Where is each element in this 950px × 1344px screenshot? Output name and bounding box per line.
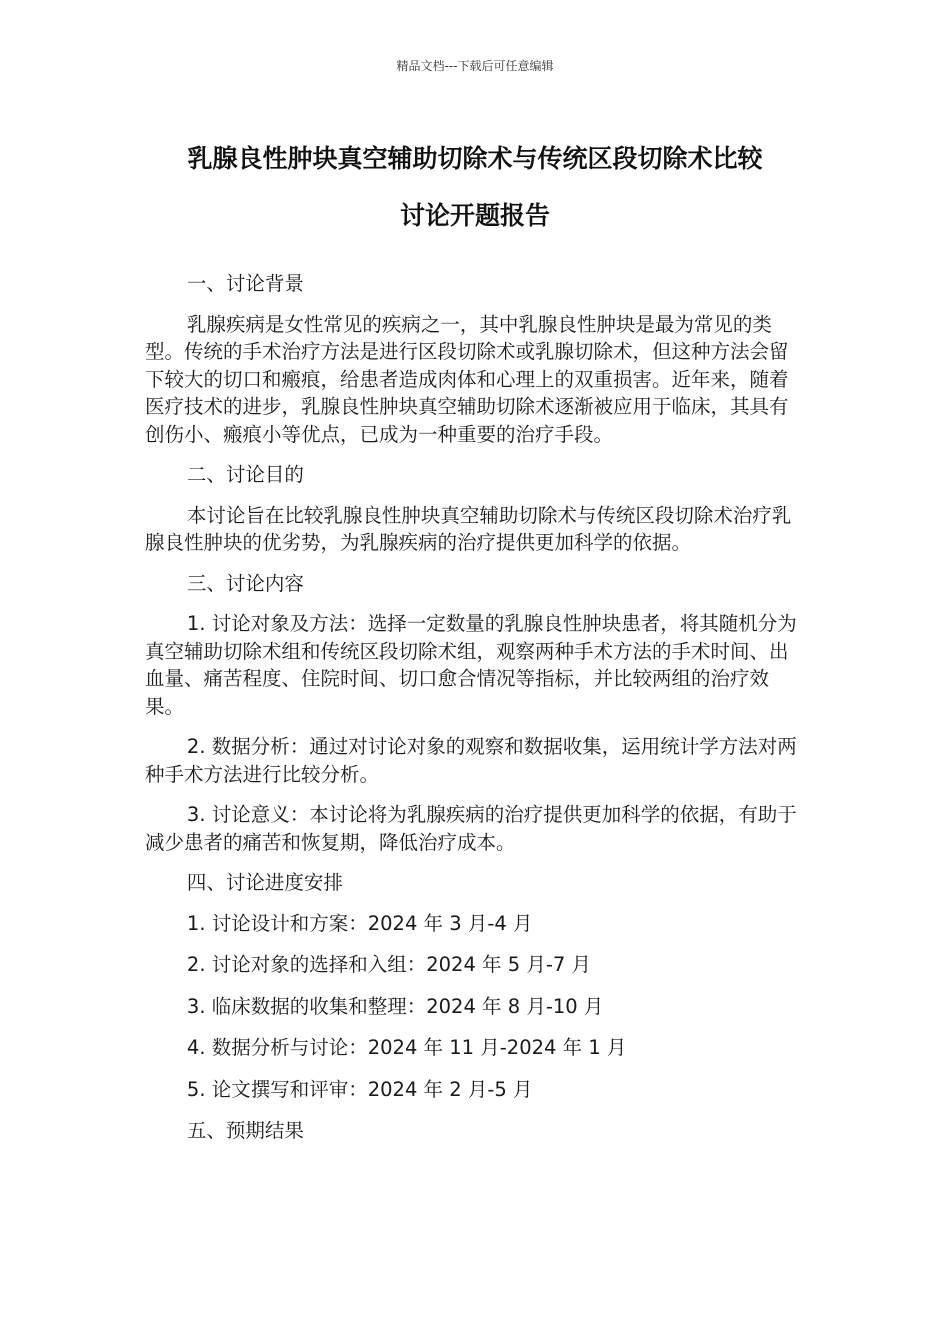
schedule-item: 4. 数据分析与讨论：2024 年 11 月-2024 年 1 月 xyxy=(186,1036,627,1059)
schedule-item: 1. 讨论设计和方案：2024 年 3 月-4 月 xyxy=(186,911,533,935)
content-item-significance: 3. 讨论意义：本讨论将为乳腺疾病的治疗提供更加科学的依据，有助于减少患者的痛苦和恢复期，降低治疗成本。 xyxy=(145,803,797,854)
schedule-item: 2. 讨论对象的选择和入组：2024 年 5 月-7 月 xyxy=(186,953,591,976)
content-item-methods: 1. 讨论对象及方法：选择一定数量的乳腺良性肿块患者，将其随机分为真空辅助切除术组和传统区段切除术组，观察两种手术方法的手术时间、出血量、痛苦程度、住院时间、切口愈合情况等指标，并比较两组的治疗效果。 xyxy=(145,612,797,718)
content-item-analysis: 2. 数据分析：通过对讨论对象的观察和数据收集，运用统计学方法对两种手术方法进行比较分析。 xyxy=(145,735,797,786)
schedule-item: 5. 论文撰写和评审：2024 年 2 月-5 月 xyxy=(186,1077,533,1101)
document-body xyxy=(145,270,801,1158)
header-note: 精品文档---下载后可任意编辑 xyxy=(396,59,554,73)
section-heading-schedule: 四、讨论进度安排 xyxy=(186,871,343,894)
section-heading-results: 五、预期结果 xyxy=(186,1119,304,1142)
purpose-paragraph: 本讨论旨在比较乳腺良性肿块真空辅助切除术与传统区段切除术治疗乳腺良性肿块的优劣势，为乳腺疾病的治疗提供更加科学的依据。 xyxy=(145,503,792,554)
section-heading-content: 三、讨论内容 xyxy=(186,571,304,595)
schedule-item: 3. 临床数据的收集和整理：2024 年 8 月-10 月 xyxy=(186,994,604,1018)
section-heading-purpose: 二、讨论目的 xyxy=(186,463,304,486)
section-heading-background: 一、讨论背景 xyxy=(186,272,304,295)
document-title-line-2: 讨论开题报告 xyxy=(399,201,550,230)
background-paragraph: 乳腺疾病是女性常见的疾病之一，其中乳腺良性肿块是最为常见的类型。传统的手术治疗方法是进行区段切除术或乳腺切除术，但这种方法会留下较大的切口和瘢痕，给患者造成肉体和心理上的双重损害。近年来，随着医疗技术的进步，乳腺良性肿块真空辅助切除术逐渐被应用于临床，其具有创伤小、瘢痕小等优点，已成为一种重要的治疗手段。 xyxy=(145,312,789,446)
document-title-line-1: 乳腺良性肿块真空辅助切除术与传统区段切除术比较 xyxy=(187,144,763,173)
